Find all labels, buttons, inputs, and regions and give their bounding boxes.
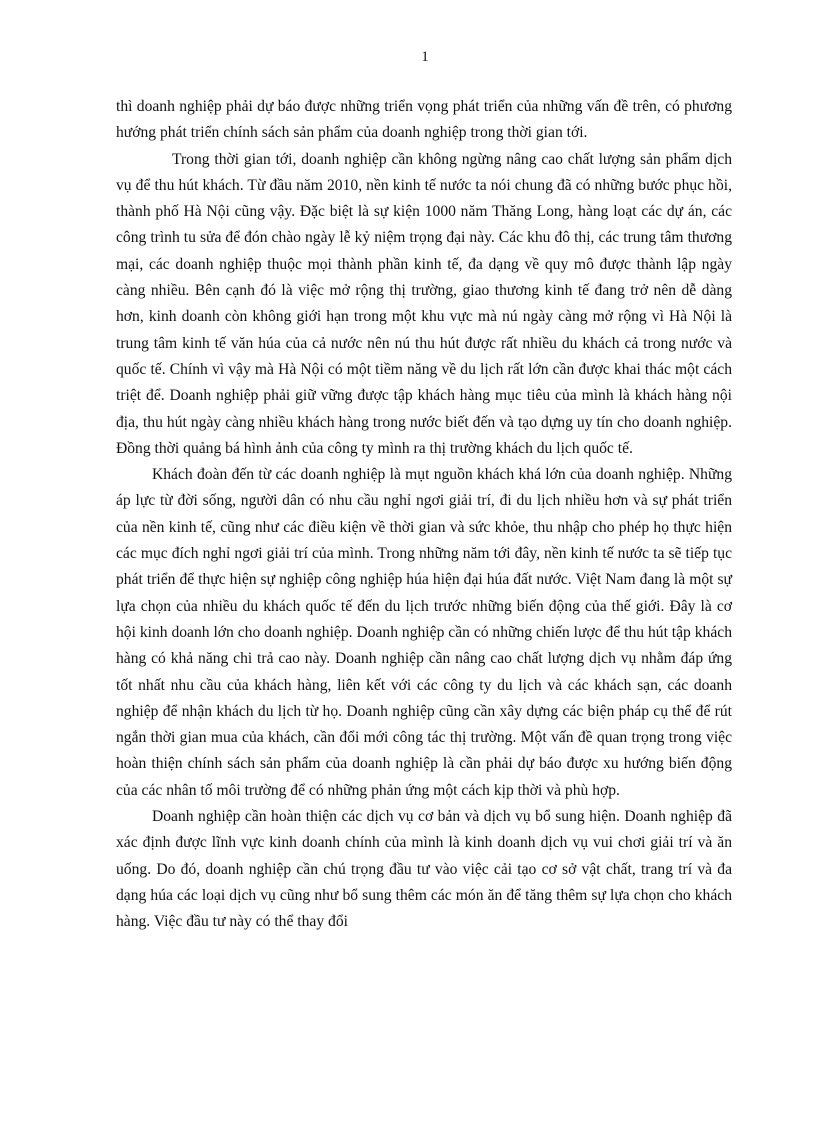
document-body [116,94,732,936]
page-number: 1 [421,49,429,65]
paragraph-group-customers: Khách đoàn đến từ các doanh nghiệp là mụt nguồn khách khá lớn của doanh nghiệp. Những áp lực từ đời sống, người dân có nhu cầu nghỉ ngơi giải trí, đi du lịch nhiều hơn và sự phát triển của nền kinh tế, cũng như các điều kiện về thời gian và sức khỏe, thu nhập cho phép họ thực hiện các mục đích nghỉ ngơi giải trí của mình. Trong những năm tới đây, nền kinh tế nước ta sẽ tiếp tục phát triển để thực hiện sự nghiệp công nghiệp húa hiện đại húa đất nước. Việt Nam đang là một sự lựa chọn của nhiều du khách quốc tế đến du lịch trước những biến động của thế giới. Đây là cơ hội kinh doanh lớn cho doanh nghiệp. Doanh nghiệp cần có những chiến lược để thu hút tập khách hàng có khả năng chi trả cao này. Doanh nghiệp cần nâng cao chất lượng dịch vụ nhằm đáp ứng tốt nhất nhu cầu của khách hàng, liên kết với các công ty du lịch và các khách sạn, các doanh nghiệp để nhận khách du lịch từ họ. Doanh nghiệp cũng cần xây dựng các biện pháp cụ thể để rút ngắn thời gian mua của khách, cần đổi mới công tác thị trường. Một vấn đề quan trọng trong việc hoàn thiện chính sách sản phẩm của doanh nghiệp là cần phải dự báo được xu hướng biến động của các nhân tố môi trường để có những phản ứng một cách kịp thời và phù hợp. [116,466,732,799]
paragraph-services: Doanh nghiệp cần hoàn thiện các dịch vụ cơ bản và dịch vụ bổ sung hiện. Doanh nghiệp đã xác định được lĩnh vực kinh doanh chính của mình là kinh doanh dịch vụ vui chơi giải trí và ăn uống. Do đó, doanh nghiệp cần chú trọng đầu tư vào việc cải tạo cơ sở vật chất, trang trí và đa dạng húa các loại dịch vụ cũng như bổ sung thêm các món ăn để tăng thêm sự lựa chọn cho khách hàng. Việc đầu tư này có thể thay đổi [116,808,732,931]
paragraph-continuation: thì doanh nghiệp phải dự báo được những triển vọng phát triển của những vấn đề trên, có phương hướng phát triển chính sách sản phẩm của doanh nghiệp trong thời gian tới. [116,98,732,142]
paragraph-outlook: Trong thời gian tới, doanh nghiệp cần không ngừng nâng cao chất lượng sản phẩm dịch vụ để thu hút khách. Từ đầu năm 2010, nền kinh tế nước ta nói chung đã có những bước phục hồi, thành phố Hà Nội cũng vậy. Đặc biệt là sự kiện 1000 năm Thăng Long, hàng loạt các dự án, các công trình tu sửa để đón chào ngày lễ kỷ niệm trọng đại này. Các khu đô thị, các trung tâm thương mại, các doanh nghiệp thuộc mọi thành phần kinh tế, đa dạng về quy mô được thành lập ngày càng nhiều. Bên cạnh đó là việc mở rộng thị trường, giao thương kinh tế đang trở nên dễ dàng hơn, kinh doanh còn không giới hạn trong một khu vực mà nú ngày càng mở rộng vì Hà Nội là trung tâm kinh tế văn húa của cả nước nên nú thu hút được rất nhiều du khách cả trong nước và quốc tế. Chính vì vậy mà Hà Nội có một tiềm năng về du lịch rất lớn cần được khai thác một cách triệt để. Doanh nghiệp phải giữ vững được tập khách hàng mục tiêu của mình là khách hàng nội địa, thu hút ngày càng nhiều khách hàng trong nước biết đến và tạo dựng uy tín cho doanh nghiệp. Đồng thời quảng bá hình ảnh của công ty mình ra thị trường khách du lịch quốc tế. [116,150,732,457]
